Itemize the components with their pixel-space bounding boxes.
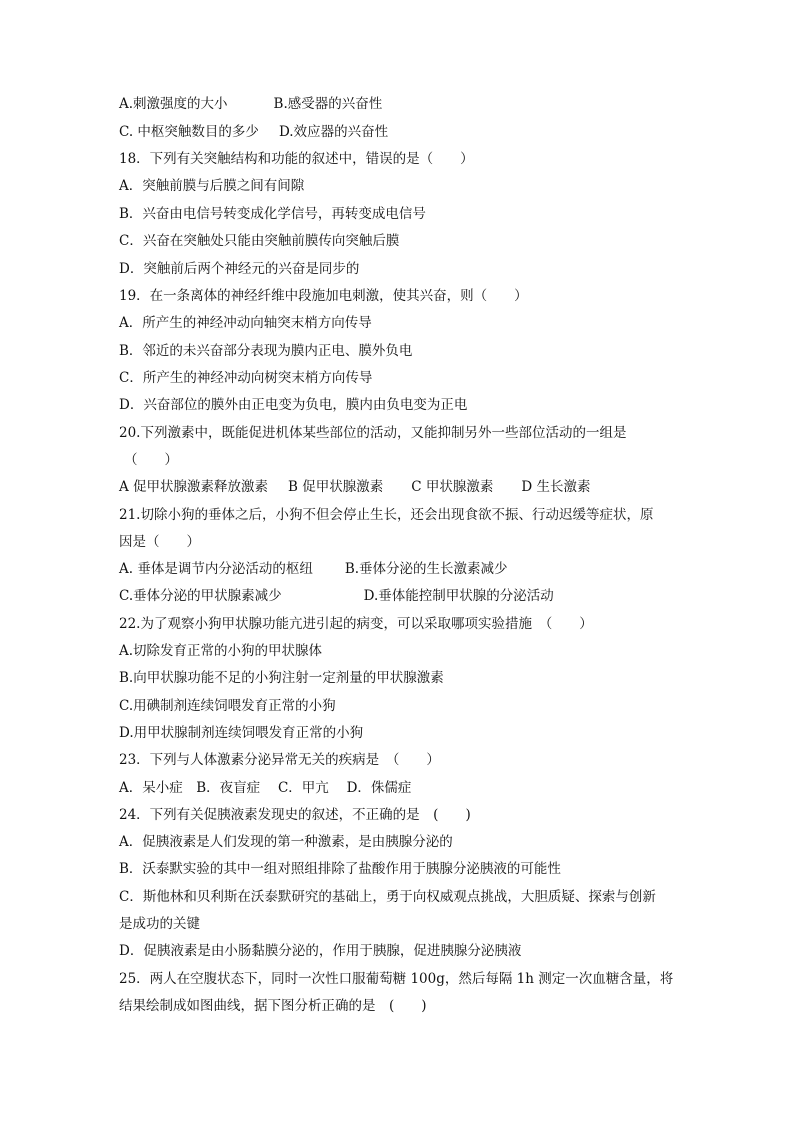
option-c: C.垂体分泌的甲状腺素减少 <box>119 588 282 604</box>
question-24-option-b: B．沃泰默实验的其中一组对照组排除了盐酸作用于胰腺分泌胰液的可能性 <box>119 861 561 877</box>
question-22-option-d: D.用甲状腺制剂连续饲喂发育正常的小狗 <box>119 725 364 741</box>
question-25-stem: 25．两人在空腹状态下，同时一次性口服葡萄糖 100g，然后每隔 1h 测定一次血糖含量，将 <box>119 971 674 987</box>
question-19-option-c: C．所产生的神经冲动向树突末梢方向传导 <box>119 370 373 386</box>
question-18-option-c: C．兴奋在突触处只能由突触前膜传向突触后膜 <box>119 233 400 249</box>
question-17-options-row-1 <box>119 95 382 113</box>
question-24-option-c-cont: 是成功的关键 <box>119 916 200 932</box>
question-18-option-b: B．兴奋由电信号转变成化学信号，再转变成电信号 <box>119 206 426 222</box>
question-22-option-a: A.切除发育正常的小狗的甲状腺体 <box>119 643 323 659</box>
option-a: A. 垂体是调节内分泌活动的枢纽 <box>119 561 313 577</box>
option-a: A.刺激强度的大小 <box>119 96 228 112</box>
question-24-option-c: C．斯他林和贝利斯在沃泰默研究的基础上，勇于向权威观点挑战，大胆质疑、探索与创新 <box>119 889 656 905</box>
question-22-option-b: B.向甲状腺功能不足的小狗注射一定剂量的甲状腺激素 <box>119 670 444 686</box>
question-18-stem: 18．下列有关突触结构和功能的叙述中，错误的是（ ） <box>119 151 474 167</box>
option-a: A 促甲状腺激素释放激素 <box>119 479 269 495</box>
question-24-option-a: A．促胰液素是人们发现的第一种激素，是由胰腺分泌的 <box>119 834 453 850</box>
question-18-option-a: A．突触前膜与后膜之间有间隙 <box>119 178 305 194</box>
question-23-options: A．呆小症 B．夜盲症 C．甲亢 D．侏儒症 <box>119 780 412 796</box>
question-18-option-d: D．突触前后两个神经元的兴奋是同步的 <box>119 261 360 277</box>
question-21-stem: 21.切除小狗的垂体之后，小狗不但会停止生长，还会出现食欲不振、行动迟缓等症状，原 <box>119 507 654 523</box>
option-b: B 促甲状腺激素 <box>288 479 384 495</box>
question-20-options <box>119 478 591 496</box>
question-20-stem: 20.下列激素中，既能促进机体某些部位的活动，又能抑制另外一些部位活动的一组是 <box>119 425 627 441</box>
question-24-option-d: D．促胰液素是由小肠黏膜分泌的，作用于胰腺，促进胰腺分泌胰液 <box>119 943 522 959</box>
question-21-stem-cont: 因是（ ） <box>119 534 200 550</box>
option-d: D.效应器的兴奋性 <box>278 124 389 140</box>
question-19-option-a: A．所产生的神经冲动向轴突末梢方向传导 <box>119 315 372 331</box>
option-d: D 生长激素 <box>521 479 591 495</box>
question-20-blank: （ ） <box>124 452 178 468</box>
option-c: C 甲状腺激素 <box>411 479 494 495</box>
question-24-stem: 24．下列有关促胰液素发现史的叙述，不正确的是 ( ) <box>119 807 471 823</box>
question-25-stem-cont: 结果绘制成如图曲线，据下图分析正确的是 ( ) <box>119 998 427 1014</box>
question-22-option-c: C.用碘制剂连续饲喂发育正常的小狗 <box>119 698 336 714</box>
question-22-stem: 22.为了观察小狗甲状腺功能亢进引起的病变，可以采取哪项实验措施 （ ） <box>119 616 593 632</box>
question-19-option-b: B．邻近的未兴奋部分表现为膜内正电、膜外负电 <box>119 343 413 359</box>
question-17-options-row-2 <box>119 123 388 141</box>
option-c: C. 中枢突触数目的多少 <box>119 124 259 140</box>
question-21-options-row-1 <box>119 560 508 578</box>
question-19-option-d: D．兴奋部位的膜外由正电变为负电，膜内由负电变为正电 <box>119 397 468 413</box>
question-21-options-row-2 <box>119 587 554 605</box>
question-23-stem: 23．下列与人体激素分泌异常无关的疾病是 （ ） <box>119 752 440 768</box>
option-b: B.感受器的兴奋性 <box>273 96 383 112</box>
option-d: D.垂体能控制甲状腺的分泌活动 <box>363 588 554 604</box>
option-b: B.垂体分泌的生长激素减少 <box>344 561 508 577</box>
question-19-stem: 19．在一条离体的神经纤维中段施加电刺激，使其兴奋，则（ ） <box>119 288 528 304</box>
